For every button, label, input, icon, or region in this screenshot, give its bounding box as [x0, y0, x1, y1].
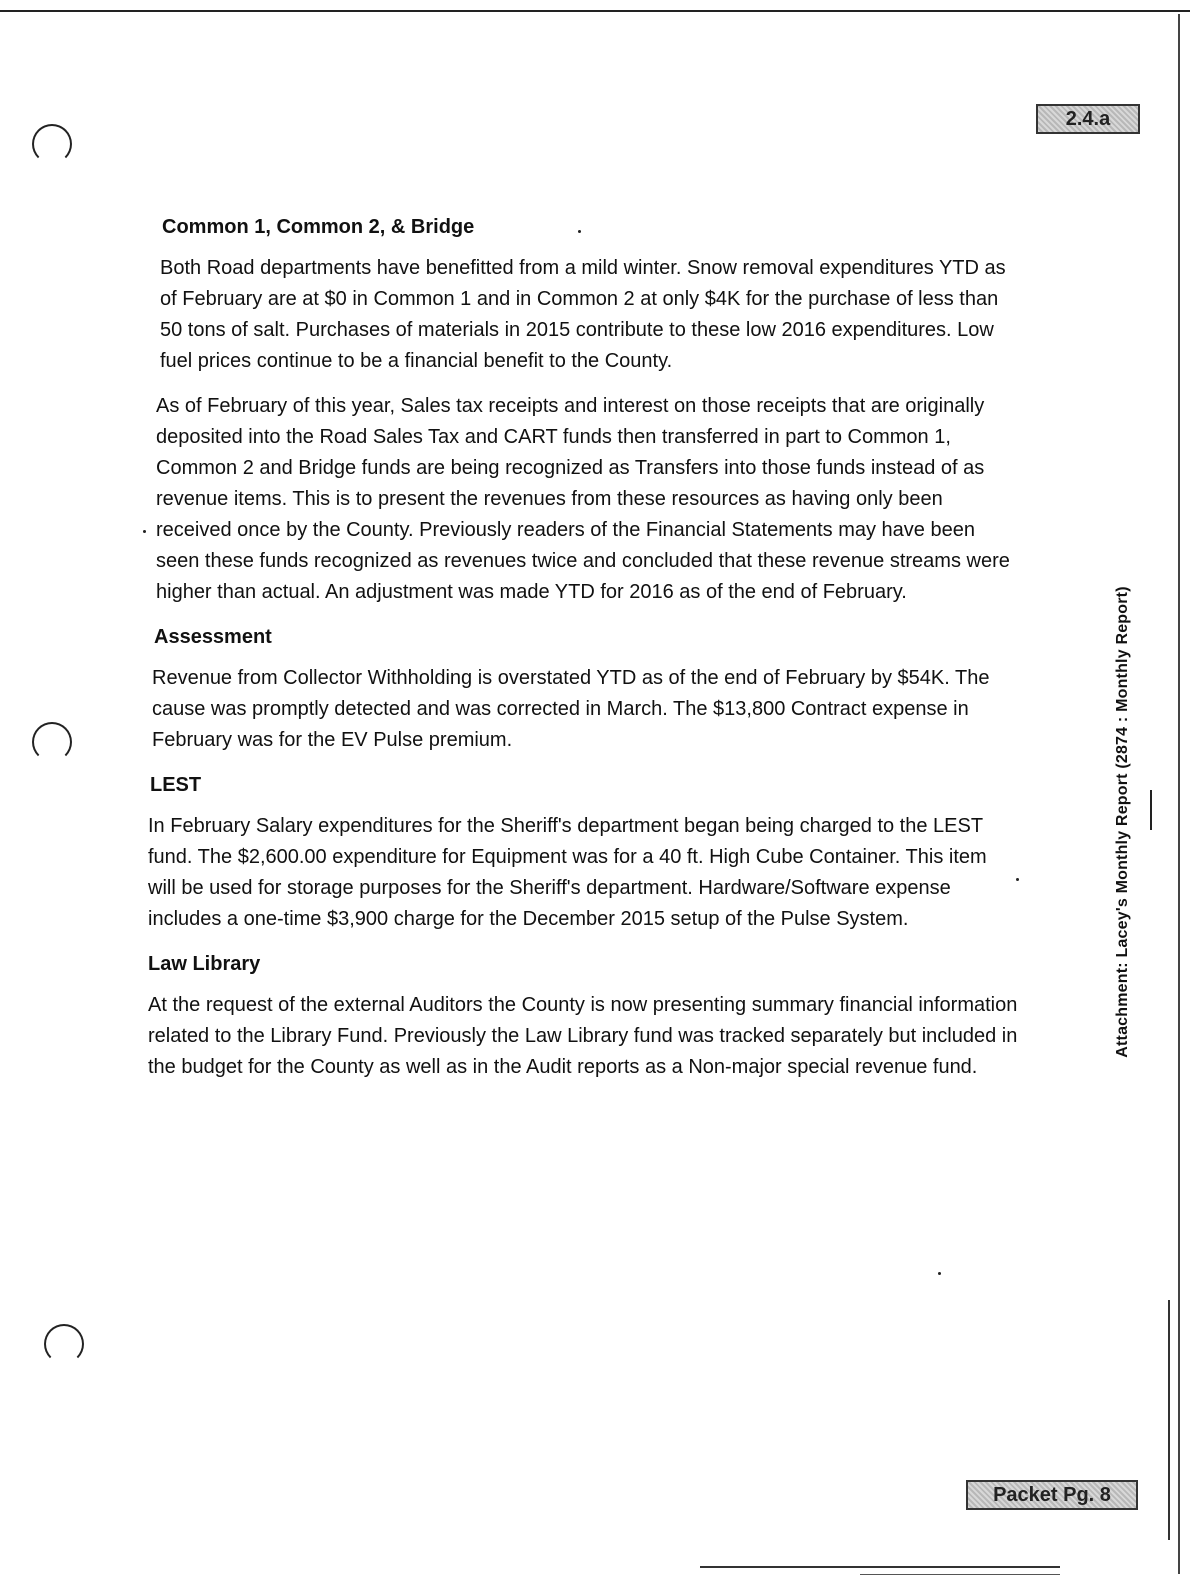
paragraph-law-library: At the request of the external Auditors the County is now presenting summary financial information related to the Library Fund. Previously the Law Library fund was tracked separately but included in the budget for the County as well as in the Audit reports as a Non-major special revenue fund.	[148, 994, 1018, 1078]
agenda-item-badge: 2.4.a	[1036, 104, 1140, 134]
paragraph-assessment: Revenue from Collector Withholding is overstated YTD as of the end of February by $54K. The cause was promptly detected and was corrected in March. The $13,800 Contract expense in February was for the EV Pulse premium.	[152, 667, 990, 751]
packet-page-badge: Packet Pg. 8	[966, 1480, 1138, 1510]
attachment-sidebar-label: Attachment: Lacey's Monthly Report (2874 : Monthly Report)	[1114, 586, 1131, 1058]
scan-speck	[143, 530, 146, 533]
section-heading-law-library: Law Library	[148, 953, 261, 975]
paragraph-snow-removal: Both Road departments have benefitted from a mild winter. Snow removal expenditures YTD as of February are at $0 in Common 1 and in Common 2 at only $4K for the purchase of less than 50 tons of salt. Purchases of materials in 2015 contribute to these low 2016 expenditures. Low fuel prices continue to be a financial benefit to the County.	[160, 257, 1006, 372]
scan-edge-right	[1178, 14, 1180, 1574]
paragraph-sales-tax: As of February of this year, Sales tax receipts and interest on those receipts that are originally deposited into the Road Sales Tax and CART funds then transferred in part to Common 1, Common 2 and Bridge funds are being recognized as Transfers into those funds instead of as revenue items. This is to present the revenues from these resources as having only been received once by the County. Previously readers of the Financial Statements may have been seen these funds recognized as revenues twice and concluded that these revenue streams were higher than actual. An adjustment was made YTD for 2016 as of the end of February.	[156, 395, 1010, 603]
section-heading-lest: LEST	[150, 774, 202, 796]
scan-edge-top	[0, 10, 1190, 12]
paragraph-lest: In February Salary expenditures for the Sheriff's department began being charged to the LEST fund. The $2,600.00 expenditure for Equipment was for a 40 ft. High Cube Container. This item will be used for storage purposes for the Sheriff's department. Hardware/Software expense includes a one-time $3,900 charge for the December 2015 setup of the Pulse System.	[148, 815, 987, 930]
document-body	[148, 212, 1018, 1097]
scan-edge-bottom	[700, 1566, 1060, 1568]
punch-hole-icon	[32, 722, 72, 762]
punch-hole-icon	[44, 1324, 84, 1364]
section-heading-common-bridge: Common 1, Common 2, & Bridge	[162, 216, 475, 238]
punch-hole-icon	[32, 124, 72, 164]
scan-speck	[938, 1272, 941, 1275]
margin-mark-lower	[1168, 1300, 1170, 1540]
margin-mark	[1150, 790, 1152, 830]
scan-edge-bottom-2	[860, 1574, 1060, 1575]
section-heading-assessment: Assessment	[154, 626, 272, 648]
